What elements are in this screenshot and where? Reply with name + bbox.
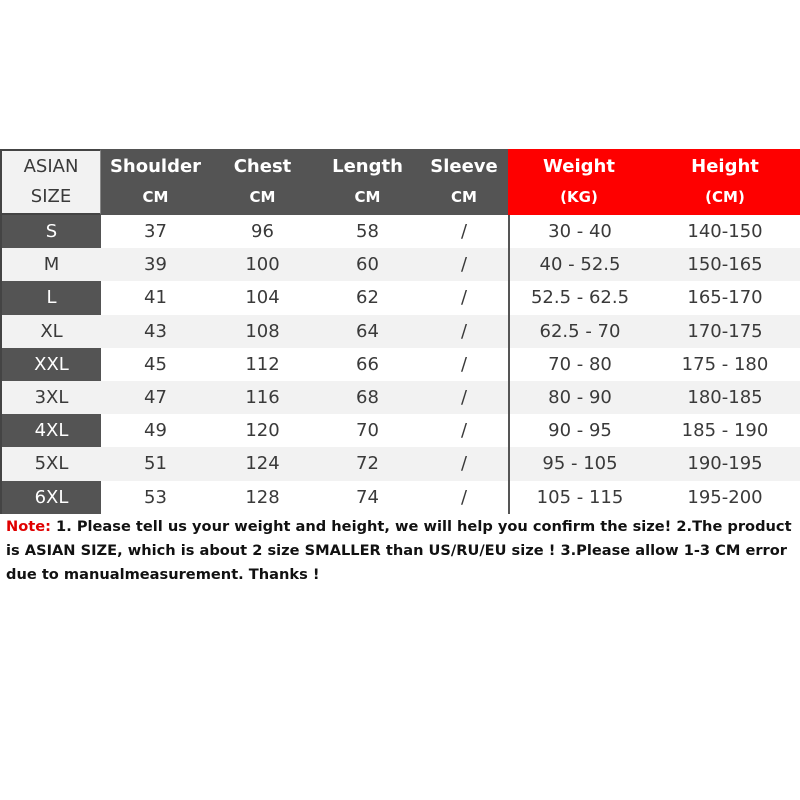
cell-length: 66 [356, 353, 379, 375]
cell-height: 175 - 180 [681, 353, 769, 375]
cell-chest: 104 [245, 287, 280, 309]
cell-size: XXL [0, 348, 101, 381]
cell-height: 185 - 190 [681, 420, 769, 442]
header-chest [210, 149, 315, 215]
cell-length: 68 [315, 381, 420, 414]
cell-shoulder: 41 [144, 287, 167, 309]
cell-chest: 128 [245, 486, 280, 508]
table-row [0, 248, 800, 281]
cell-weight: 62.5 - 70 [508, 315, 650, 348]
cell-shoulder: 37 [144, 221, 167, 243]
cell-size: 3XL [0, 381, 101, 414]
header-title: Weight [543, 156, 615, 177]
header-sleeve [420, 149, 508, 215]
cell-weight: 70 - 80 [508, 348, 650, 381]
cell-chest: 120 [245, 420, 280, 442]
cell-size: L [0, 281, 101, 314]
header-title: Shoulder [109, 156, 202, 177]
cell-length: 58 [356, 221, 379, 243]
table-row [0, 447, 800, 480]
cell-height: 165-170 [687, 287, 763, 309]
cell-shoulder: 51 [101, 447, 210, 480]
cell-size: M [0, 248, 101, 281]
table-row [0, 414, 800, 447]
cell-shoulder: 39 [101, 248, 210, 281]
cell-shoulder: 45 [144, 353, 167, 375]
cell-weight: 52.5 - 62.5 [508, 281, 650, 314]
cell-sleeve: / [460, 486, 468, 508]
cell-length: 60 [315, 248, 420, 281]
header-height [650, 149, 800, 215]
header-asian-label: ASIAN [23, 156, 79, 177]
cell-chest: 112 [245, 353, 280, 375]
cell-height: 150-165 [650, 248, 800, 281]
cell-sleeve: / [420, 447, 508, 480]
cell-weight: 95 - 105 [508, 447, 650, 480]
cell-sleeve: / [460, 420, 468, 442]
cell-shoulder: 49 [144, 420, 167, 442]
table-row [0, 281, 800, 314]
cell-weight: 80 - 90 [508, 381, 650, 414]
cell-sleeve: / [420, 381, 508, 414]
cell-length: 72 [315, 447, 420, 480]
cell-chest: 100 [210, 248, 315, 281]
header-title: Sleeve [430, 156, 498, 177]
cell-size: XL [0, 315, 101, 348]
header-weight [508, 149, 650, 215]
table-row [0, 348, 800, 381]
cell-chest: 124 [210, 447, 315, 480]
cell-sleeve: / [460, 353, 468, 375]
cell-size: 5XL [0, 447, 101, 480]
header-row [0, 149, 800, 215]
table-row [0, 315, 800, 348]
cell-height: 170-175 [650, 315, 800, 348]
table-row [0, 381, 800, 414]
header-unit: (CM) [705, 188, 745, 206]
cell-height: 140-150 [687, 221, 763, 243]
cell-shoulder: 53 [144, 486, 167, 508]
header-unit: CM [249, 188, 276, 206]
note-label: Note: [6, 518, 51, 535]
cell-sleeve: / [460, 221, 468, 243]
cell-shoulder: 47 [101, 381, 210, 414]
header-title: Chest [233, 156, 292, 177]
header-size-label: SIZE [30, 186, 72, 207]
cell-sleeve: / [460, 287, 468, 309]
table-body [0, 215, 800, 514]
cell-chest: 108 [210, 315, 315, 348]
note-body: 1. Please tell us your weight and height, we will help you confirm the size! 2.The product is ASIAN SIZE, which is about 2 size SMALLER than US/RU/EU size ! 3.Please allow 1-3 CM error due to manualmeasurement. Thanks ! [6, 518, 792, 583]
header-length [315, 149, 420, 215]
cell-length: 62 [356, 287, 379, 309]
size-chart-table [0, 149, 800, 514]
cell-length: 74 [356, 486, 379, 508]
header-unit: CM [354, 188, 381, 206]
cell-chest: 96 [251, 221, 274, 243]
header-unit: CM [451, 188, 477, 206]
cell-height: 195-200 [687, 486, 763, 508]
table-row [0, 481, 800, 514]
cell-size: S [0, 215, 101, 248]
cell-length: 70 [356, 420, 379, 442]
header-asian-size [0, 149, 101, 215]
cell-sleeve: / [420, 248, 508, 281]
table-row [0, 215, 800, 248]
cell-size: 6XL [0, 481, 101, 514]
cell-length: 64 [315, 315, 420, 348]
header-title: Height [691, 156, 759, 177]
cell-weight: 90 - 95 [508, 414, 650, 447]
cell-sleeve: / [420, 315, 508, 348]
header-shoulder [101, 149, 210, 215]
cell-weight: 40 - 52.5 [508, 248, 650, 281]
cell-chest: 116 [210, 381, 315, 414]
cell-height: 180-185 [650, 381, 800, 414]
header-unit: CM [142, 188, 169, 206]
header-title: Length [332, 156, 403, 177]
cell-size: 4XL [0, 414, 101, 447]
cell-weight: 105 - 115 [508, 481, 650, 514]
header-unit: (KG) [560, 188, 598, 206]
cell-height: 190-195 [650, 447, 800, 480]
cell-shoulder: 43 [101, 315, 210, 348]
cell-weight: 30 - 40 [508, 215, 650, 248]
note-text [6, 515, 798, 587]
